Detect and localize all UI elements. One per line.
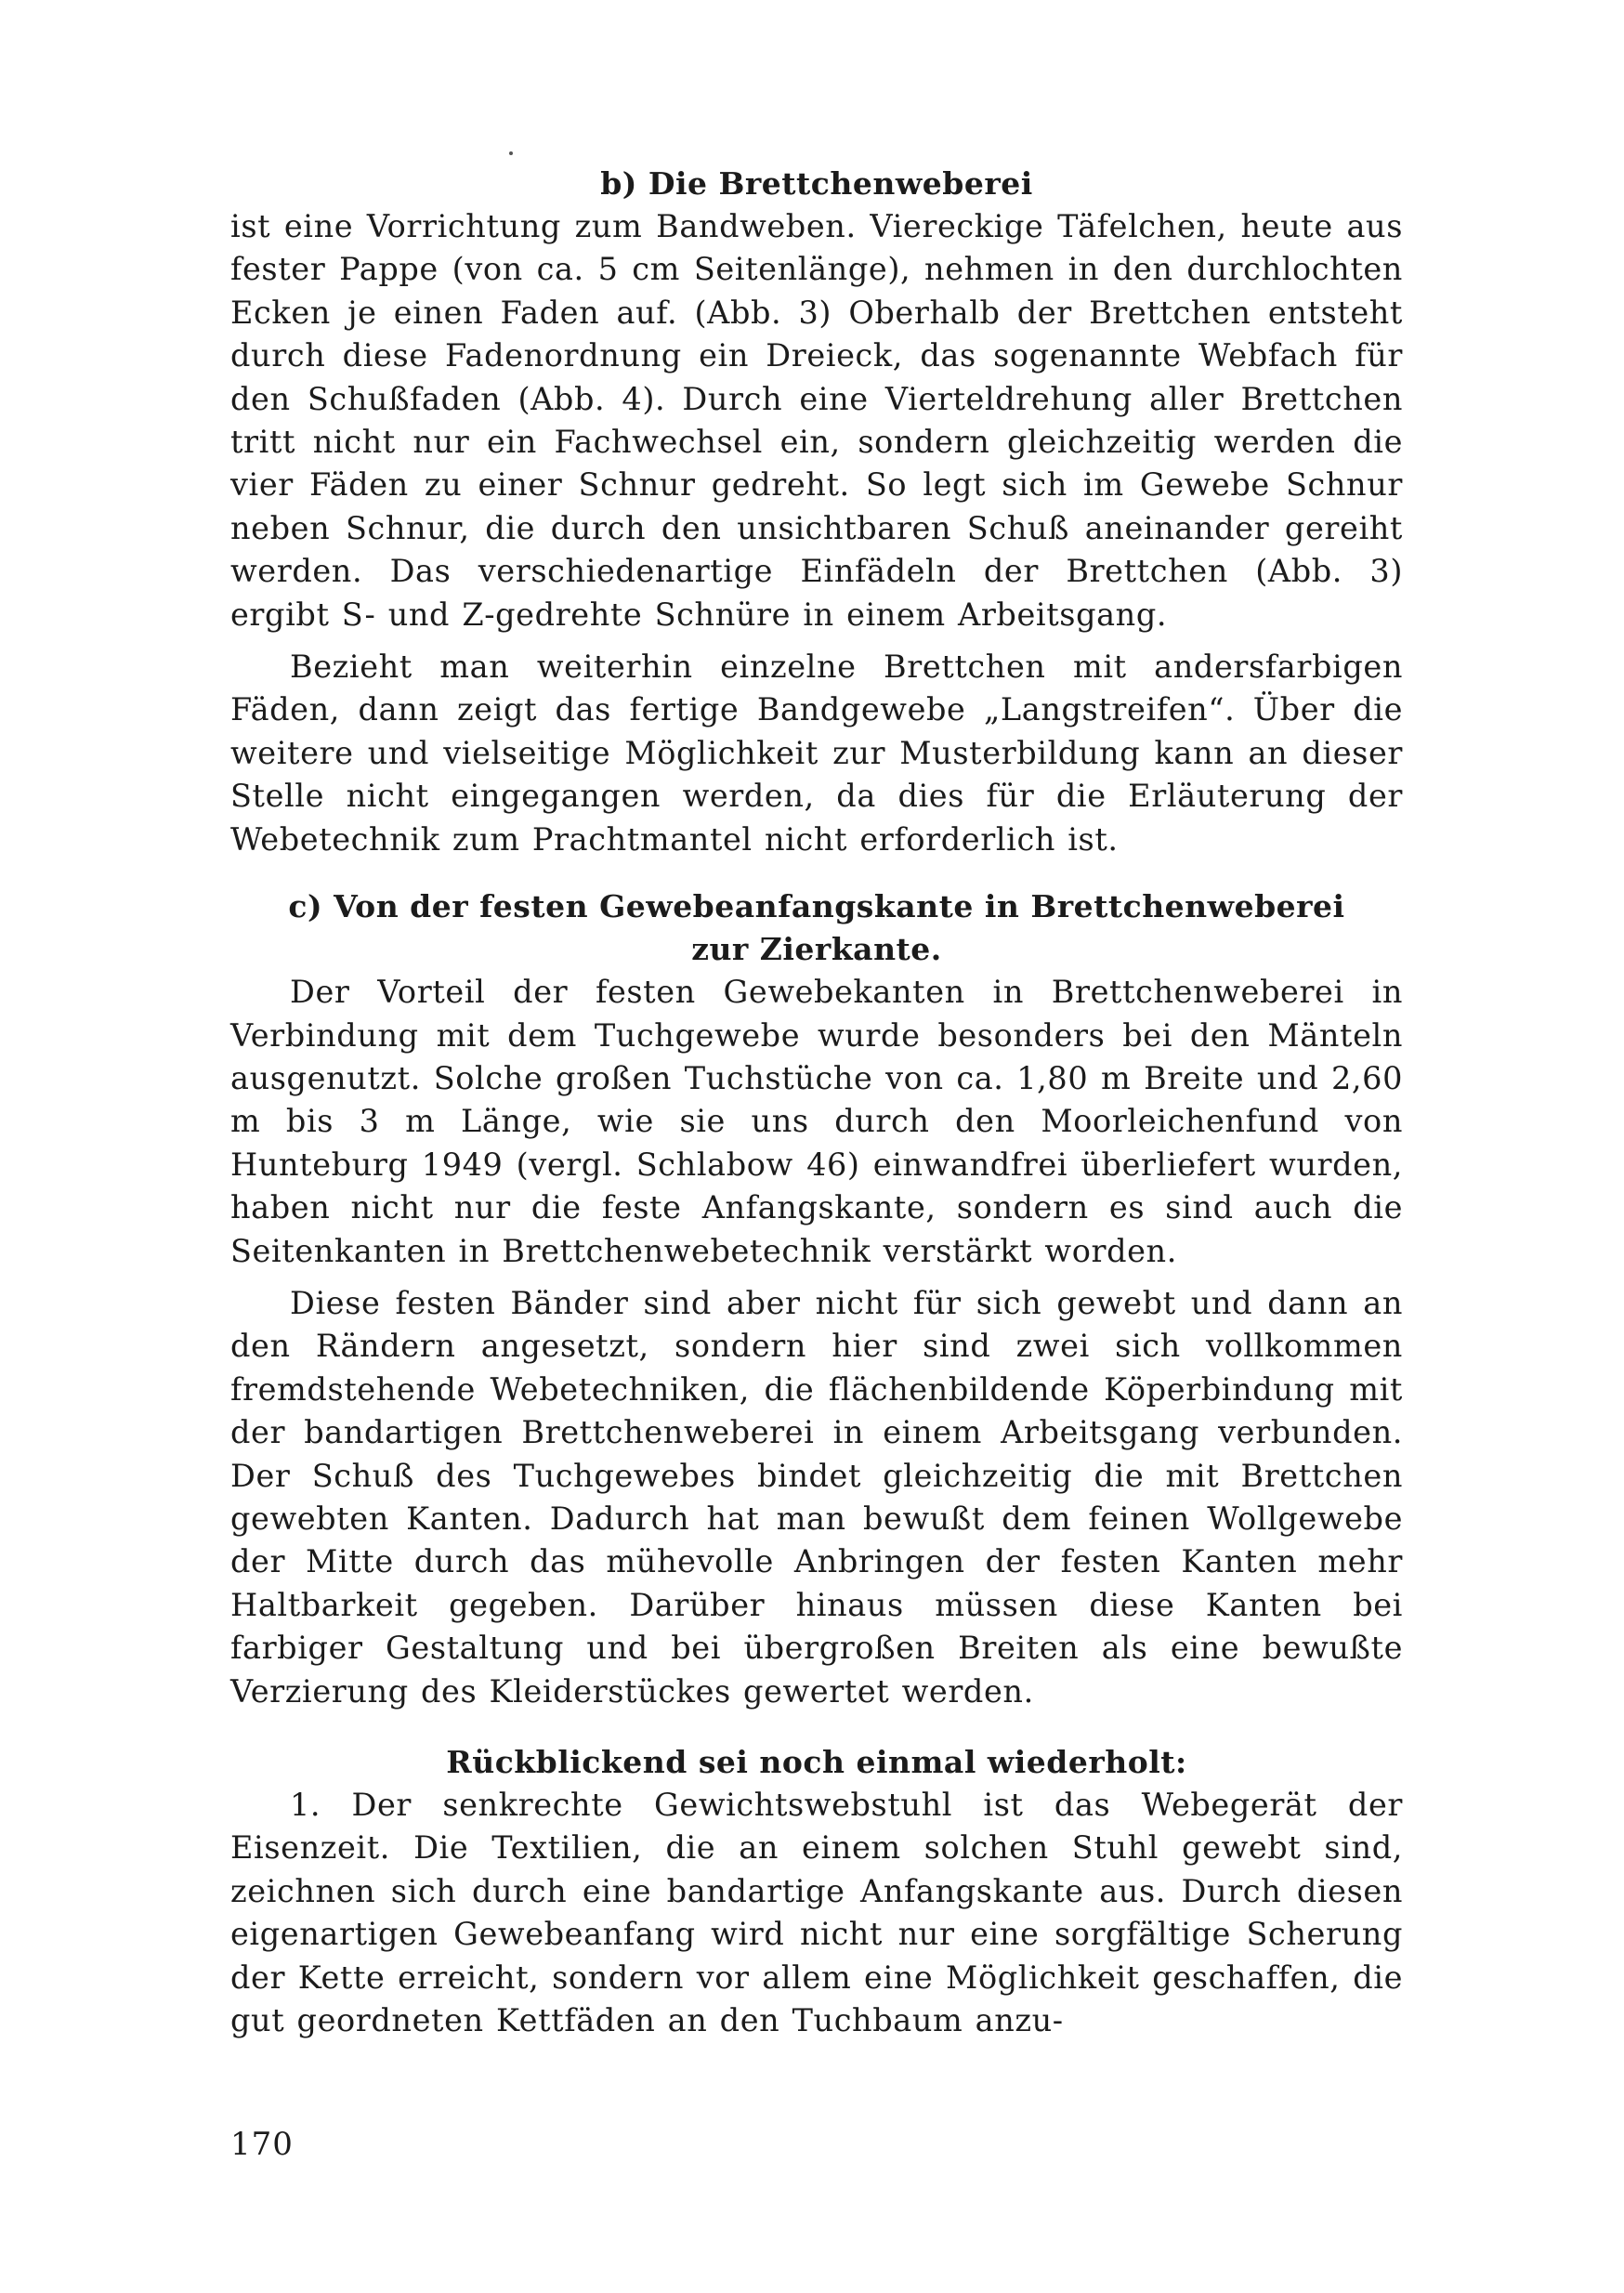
- page-body: [230, 163, 1403, 2042]
- heading-section-c: [230, 885, 1403, 971]
- heading-section-c-line1: c) Von der festen Gewebeanfangskante in Brettchenweberei: [288, 888, 1345, 925]
- heading-section-c-line2: zur Zierkante.: [691, 931, 942, 968]
- paragraph-summary-1: 1. Der senkrechte Gewichtswebstuhl ist das Webegerät der Eisenzeit. Die Textilien, die an einem solchen Stuhl gewebt sind, zeichnen sich durch eine bandartige Anfangskante aus. Durch diesen eigenartigen Gewebeanfang wird nicht nur eine sorgfältige Scherung der Kette erreicht, sondern vor allem eine Möglichkeit geschaffen, die gut geordneten Kettfäden an den Tuchbaum anzu-: [230, 1787, 1403, 2039]
- paragraph-c-2: Diese festen Bänder sind aber nicht für sich gewebt und dann an den Rändern angesetzt, sondern hier sind zwei sich vollkommen fremdstehende Webetechniken, die flächenbildende Köperbindung mit der bandartigen Brettchenweberei in einem Arbeitsgang verbunden. Der Schuß des Tuchgewebes bindet gleichzeitig die mit Brettchen gewebten Kanten. Dadurch hat man bewußt dem feinen Wollgewebe der Mitte durch das mühevolle Anbringen der festen Kanten mehr Haltbarkeit gegeben. Darüber hinaus müssen diese Kanten bei farbiger Gestaltung und bei übergroßen Breiten als eine bewußte Verzierung des Kleiderstückes gewertet werden.: [230, 1284, 1403, 1710]
- heading-section-b: b) Die Brettchenweberei: [600, 165, 1033, 202]
- heading-summary: Rückblickend sei noch einmal wiederholt:: [446, 1744, 1187, 1780]
- paragraph-b-2: Bezieht man weiterhin einzelne Brettchen mit andersfarbigen Fäden, dann zeigt das fertige Bandgewebe „Langstreifen“. Über die weitere und vielseitige Möglichkeit zur Musterbildung kann an dieser Stelle nicht eingegangen werden, da dies für die Erläuterung der Webetechnik zum Prachtmantel nicht erforderlich ist.: [230, 649, 1403, 858]
- print-speck: [509, 151, 513, 155]
- paragraph-b-1: ist eine Vorrichtung zum Bandweben. Viereckige Täfelchen, heute aus fester Pappe (von ca. 5 cm Seitenlänge), nehmen in den durchlochten Ecken je einen Faden auf. (Abb. 3) Oberhalb der Brettchen entsteht durch diese Fadenordnung ein Dreieck, das sogenannte Webfach für den Schußfaden (Abb. 4). Durch eine Vierteldrehung aller Brettchen tritt nicht nur ein Fachwechsel ein, sondern gleichzeitig werden die vier Fäden zu einer Schnur gedreht. So legt sich im Gewebe Schnur neben Schnur, die durch den unsichtbaren Schuß aneinander gereiht werden. Das verschiedenartige Einfädeln der Brettchen (Abb. 3) ergibt S- und Z-gedrehte Schnüre in einem Arbeitsgang.: [230, 208, 1403, 633]
- page-number: 170: [230, 2126, 294, 2163]
- paragraph-c-1: Der Vorteil der festen Gewebekanten in Brettchenweberei in Verbindung mit dem Tuchgewebe wurde besonders bei den Mänteln ausgenutzt. Solche großen Tuchstüche von ca. 1,80 m Breite und 2,60 m bis 3 m Länge, wie sie uns durch den Moorleichenfund von Hunteburg 1949 (vergl. Schlabow 46) einwandfrei überliefert wurden, haben nicht nur die feste Anfangskante, sondern es sind auch die Seitenkanten in Brettchenwebetechnik verstärkt worden.: [230, 974, 1403, 1269]
